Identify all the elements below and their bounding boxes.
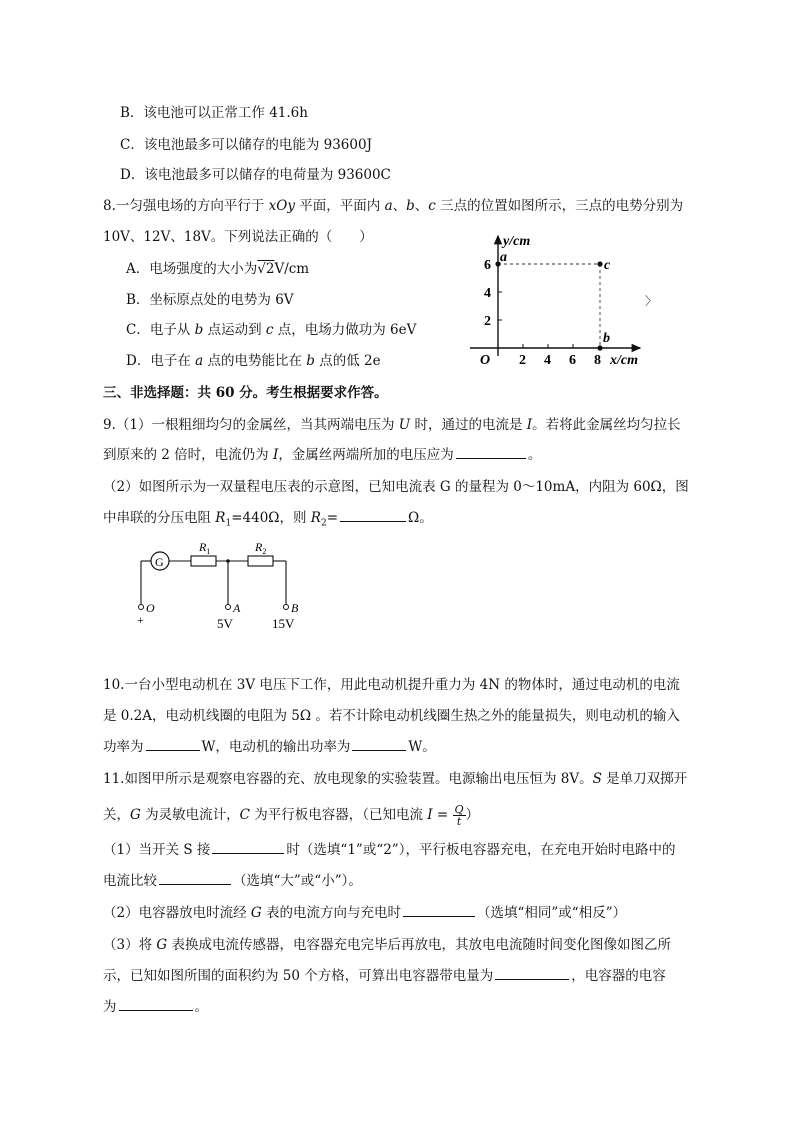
q9-text: 时，通过的电流是 bbox=[410, 417, 527, 433]
q11-text: 。 bbox=[194, 999, 208, 1015]
q9-text: 中串联的分压电阻 bbox=[103, 510, 216, 526]
q11-text: （1）当开关 S 接 bbox=[103, 842, 211, 858]
q9-r1: R bbox=[215, 510, 226, 526]
terminal-o-label: O bbox=[146, 601, 155, 615]
q8-option-a-text: A．电场强度的大小为 bbox=[126, 261, 258, 277]
q11-text: 为灵敏电流计， bbox=[140, 807, 240, 823]
r2-label: $R_2$ bbox=[255, 540, 267, 556]
ytick-4: 4 bbox=[484, 286, 491, 301]
q11-line1 bbox=[103, 770, 687, 788]
y-axis-label: y/cm bbox=[503, 234, 531, 249]
q11-text: （选填“相同”或“相反”） bbox=[476, 905, 627, 921]
q7-option-b: B．该电池可以正常工作 41.6h bbox=[120, 105, 308, 121]
q8-stem-text: 三点的位置如图所示，三点的电势分别为 bbox=[435, 198, 684, 214]
label-b: b bbox=[603, 331, 610, 346]
q10-text: 功率为 bbox=[103, 739, 144, 755]
voltmeter-circuit-diagram bbox=[126, 536, 316, 636]
q11-text: 为平行板电容器，（已知电流 bbox=[249, 807, 428, 823]
xtick-6: 6 bbox=[569, 353, 576, 368]
q8-option-c-text: 点运动到 bbox=[203, 322, 266, 338]
q11-text: 示，已知如图所围的面积约为 50 个方格，可算出电容器带电量为 bbox=[103, 968, 494, 984]
ytick-6: 6 bbox=[484, 258, 491, 273]
galvanometer-label: G bbox=[155, 555, 164, 569]
answer-blank[interactable] bbox=[456, 446, 526, 459]
q8-option-d bbox=[126, 352, 381, 370]
q8-option-c-b: b bbox=[194, 322, 204, 338]
q10-text: W。 bbox=[408, 739, 436, 755]
fraction-numerator: Q bbox=[454, 803, 464, 816]
q8-stem-line1 bbox=[103, 197, 683, 215]
answer-blank[interactable] bbox=[352, 738, 406, 751]
plus-sign: + bbox=[137, 613, 144, 627]
q9-r2-sub: 2 bbox=[320, 518, 327, 529]
q8-option-c-text: C．电子从 bbox=[126, 322, 195, 338]
point-c-dot bbox=[597, 261, 602, 266]
q11-text: 关， bbox=[103, 807, 130, 823]
q9-text: 。 bbox=[527, 447, 542, 463]
point-b-dot bbox=[597, 345, 602, 350]
q8-option-d-b: b bbox=[306, 353, 315, 369]
q11-var-g: G bbox=[130, 807, 141, 823]
q8-point-c: c bbox=[428, 198, 436, 214]
q8-option-d-a: a bbox=[195, 353, 204, 369]
q9-r1-sub: 1 bbox=[225, 518, 232, 529]
q8-option-a bbox=[126, 260, 309, 278]
q9-line2 bbox=[103, 446, 541, 464]
answer-blank[interactable] bbox=[212, 841, 284, 854]
sqrt2: √2 bbox=[257, 261, 275, 277]
q11-text: （2）电容器放电时流经 bbox=[103, 905, 251, 921]
resistor-r1 bbox=[191, 556, 216, 566]
terminal-a bbox=[226, 605, 231, 610]
answer-blank[interactable] bbox=[403, 904, 475, 917]
q8-option-b: B．坐标原点处的电势为 6V bbox=[126, 292, 294, 308]
q8-stem-text: 8.一匀强电场的方向平行于 bbox=[103, 198, 269, 214]
q11-text: 表的电流方向与充电时 bbox=[261, 905, 401, 921]
q11-text: 为 bbox=[103, 999, 117, 1015]
answer-blank[interactable] bbox=[146, 738, 200, 751]
q9-var-i: I bbox=[272, 447, 279, 463]
q11-text: 11.如图甲所示是观察电容器的充、放电现象的实验装置。电源输出电压恒为 8V。 bbox=[103, 771, 593, 787]
ytick-2: 2 bbox=[484, 314, 491, 329]
q8-point-a: a bbox=[384, 198, 393, 214]
q11-var-g: G bbox=[156, 937, 168, 953]
q11-text: 时（选填“1”或“2”），平行板电容器充电，在充电开始时电路中的 bbox=[286, 842, 676, 858]
answer-blank[interactable] bbox=[159, 872, 231, 885]
q11-text: （3）将 bbox=[103, 937, 157, 953]
q11-text: 是单刀双掷开 bbox=[601, 771, 688, 787]
q10-line1: 10.一台小型电动机在 3V 电压下工作，用此电动机提升重力为 4N 的物体时，通过电动机的电流 bbox=[103, 677, 680, 693]
answer-blank[interactable] bbox=[340, 509, 406, 522]
q11-var-i: I bbox=[427, 807, 433, 823]
q8-option-c bbox=[126, 321, 416, 339]
q8-option-d-text: 点的低 2e bbox=[314, 353, 381, 369]
q9-line4 bbox=[103, 509, 433, 533]
q8-stem-text: 平面，平面内 bbox=[294, 198, 385, 214]
q11-line8 bbox=[103, 998, 208, 1016]
q11-line4 bbox=[103, 872, 362, 890]
q11-line7 bbox=[103, 967, 666, 985]
q9-text: 。若将此金属丝均匀拉长 bbox=[532, 417, 681, 433]
q11-var-c: C bbox=[239, 807, 250, 823]
q8-plane-label: xOy bbox=[268, 198, 295, 214]
q8-sep: 、 bbox=[392, 198, 407, 214]
q11-var-g: G bbox=[250, 905, 262, 921]
xtick-8: 8 bbox=[594, 353, 601, 368]
q9-text: 9.（1）一根粗细均匀的金属丝，当其两端电压为 bbox=[103, 417, 399, 433]
fraction-denominator: t bbox=[456, 815, 462, 828]
q8-option-c-text: 点，电场力做功为 6eV bbox=[273, 322, 417, 338]
fraction-q-over-t bbox=[453, 804, 466, 827]
q8-option-d-text: 点的电势能比在 bbox=[203, 353, 307, 369]
q9-var-i: I bbox=[526, 417, 533, 433]
range-15v: 15V bbox=[272, 616, 295, 631]
section-3-title: 三、非选择题：共 60 分。考生根据要求作答。 bbox=[103, 385, 388, 401]
q10-text: W，电动机的输出功率为 bbox=[201, 739, 351, 755]
q8-option-d-text: D．电子在 bbox=[126, 353, 196, 369]
terminal-b-label: B bbox=[291, 601, 299, 615]
q8-option-a-unit: V/cm bbox=[274, 261, 310, 277]
q7-option-c: C．该电池最多可以储存的电能为 93600J bbox=[120, 137, 372, 153]
q9-text: =440Ω，则 bbox=[231, 510, 311, 526]
label-c: c bbox=[604, 258, 611, 273]
q11-text: ，电容器的电容 bbox=[571, 968, 666, 984]
terminal-b bbox=[284, 605, 289, 610]
xtick-4: 4 bbox=[544, 353, 551, 368]
r1-label: $R_1$ bbox=[199, 540, 211, 556]
resistor-r2 bbox=[248, 556, 273, 566]
q11-text: 表换成电流传感器，电容器充电完毕后再放电，其放电电流随时间变化图像如图乙所 bbox=[167, 937, 671, 953]
q9-text: = bbox=[326, 510, 338, 526]
q11-eq: = bbox=[432, 807, 453, 823]
q11-text: （选填“大”或“小”）。 bbox=[233, 873, 362, 889]
label-a: a bbox=[500, 250, 507, 265]
q11-line5 bbox=[103, 904, 626, 922]
origin-label: O bbox=[480, 353, 491, 368]
x-axis-label: x/cm bbox=[610, 353, 638, 368]
answer-blank[interactable] bbox=[119, 998, 193, 1011]
q11-line2 bbox=[103, 804, 479, 827]
q11-line3 bbox=[103, 841, 675, 859]
q9-r2: R bbox=[310, 510, 321, 526]
q11-text: 电流比较 bbox=[103, 873, 157, 889]
q11-text: ） bbox=[465, 807, 480, 823]
answer-blank[interactable] bbox=[495, 967, 569, 980]
q8-sep: 、 bbox=[414, 198, 429, 214]
q11-var-s: S bbox=[592, 771, 602, 787]
q7-option-d: D．该电池最多可以储存的电荷量为 93600C bbox=[120, 167, 391, 183]
q9-line1 bbox=[103, 416, 681, 434]
q8-point-b: b bbox=[406, 198, 415, 214]
q10-line3 bbox=[103, 738, 436, 756]
q9-text: 到原来的 2 倍时，电流仍为 bbox=[103, 447, 273, 463]
q9-text: ，金属丝两端所加的电压应为 bbox=[278, 447, 454, 463]
q9-var-u: U bbox=[398, 417, 411, 433]
q8-stem-line2: 10V、12V、18V。下列说法正确的（ ） bbox=[103, 229, 373, 245]
q9-text: Ω。 bbox=[408, 510, 433, 526]
q9-line3: （2）如图所示为一双量程电压表的示意图，已知电流表 G 的量程为 0～10mA，内阻为 60Ω，图 bbox=[103, 479, 689, 495]
q10-line2: 是 0.2A，电动机线圈的电阻为 5Ω 。若不计除电动机线圈生热之外的能量损失，则电动机的输入 bbox=[103, 708, 680, 724]
stray-mark: 〉 bbox=[645, 294, 658, 308]
xtick-2: 2 bbox=[519, 353, 526, 368]
q11-line6 bbox=[103, 936, 671, 954]
q8-option-c-c: c bbox=[265, 322, 274, 338]
range-5v: 5V bbox=[217, 616, 233, 631]
terminal-a-label: A bbox=[233, 601, 241, 615]
q8-coordinate-figure bbox=[460, 226, 660, 374]
terminal-o bbox=[139, 605, 144, 610]
